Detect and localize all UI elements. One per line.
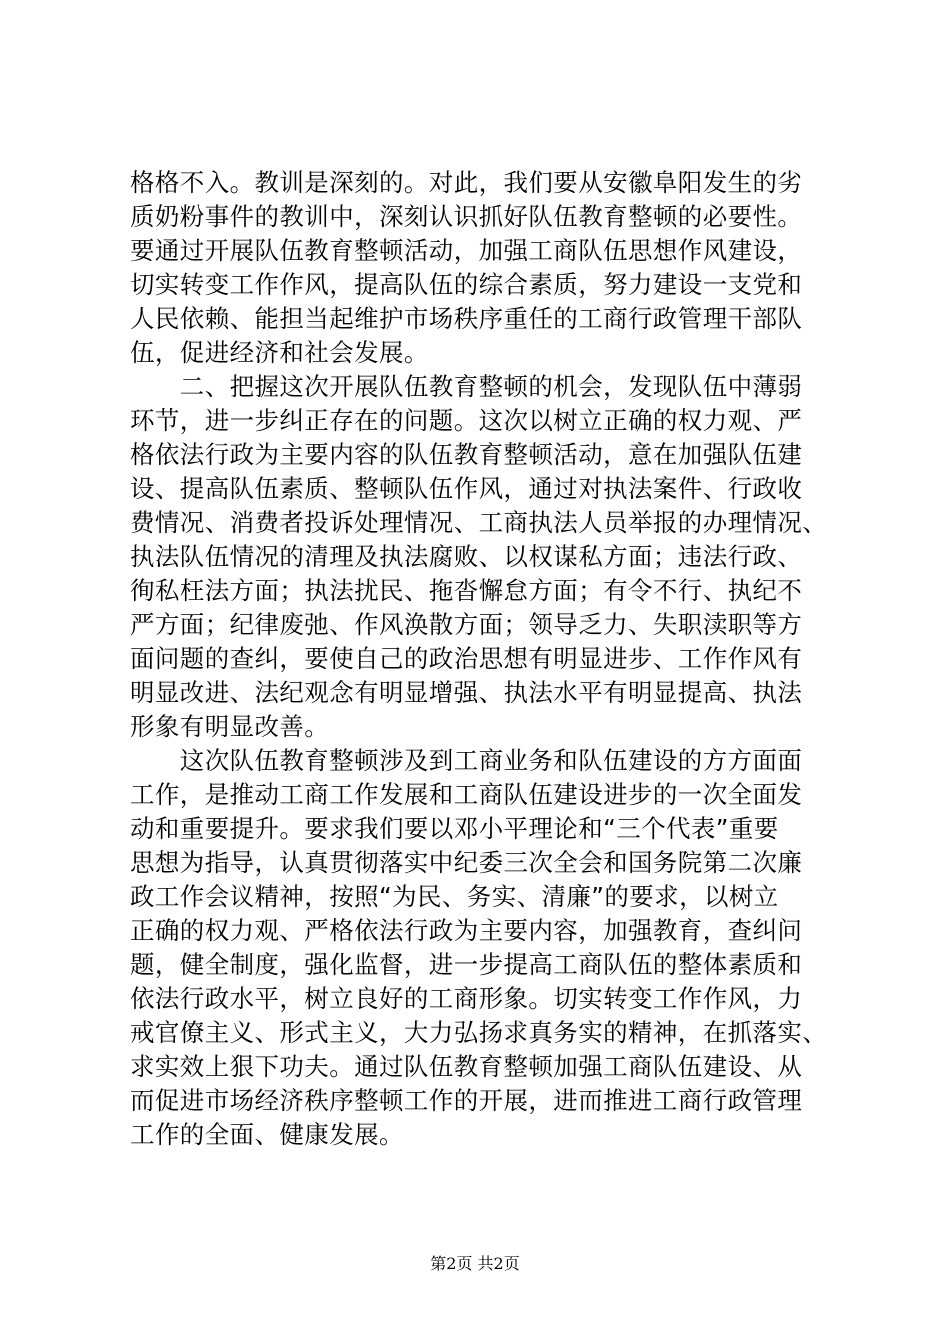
text-line: 这次队伍教育整顿涉及到工商业务和队伍建设的方方面面 bbox=[130, 746, 803, 775]
text-line: 执法队伍情况的清理及执法腐败、以权谋私方面；违法行政、 bbox=[130, 542, 803, 571]
text-line: 思想为指导，认真贯彻落实中纪委三次全会和国务院第二次廉 bbox=[130, 848, 803, 877]
text-line: 要通过开展队伍教育整顿活动，加强工商队伍思想作风建设， bbox=[130, 236, 803, 265]
text-line: 形象有明显改善。 bbox=[130, 712, 330, 741]
text-line: 面问题的查纠，要使自己的政治思想有明显进步、工作作风有 bbox=[130, 644, 803, 673]
text-line: 环节，进一步纠正存在的问题。这次以树立正确的权力观、严 bbox=[130, 406, 803, 435]
text-line: 格依法行政为主要内容的队伍教育整顿活动，意在加强队伍建 bbox=[130, 440, 803, 469]
text-line: 政工作会议精神，按照“为民、务实、清廉”的要求，以树立 bbox=[130, 882, 779, 911]
text-line: 格格不入。教训是深刻的。对此，我们要从安徽阜阳发生的劣 bbox=[130, 168, 803, 197]
text-line: 工作，是推动工商工作发展和工商队伍建设进步的一次全面发 bbox=[130, 780, 803, 809]
text-line: 质奶粉事件的教训中，深刻认识抓好队伍教育整顿的必要性。 bbox=[130, 202, 803, 231]
document-body bbox=[130, 166, 830, 1152]
text-line: 费情况、消费者投诉处理情况、工商执法人员举报的办理情况、 bbox=[130, 508, 828, 537]
text-line: 求实效上狠下功夫。通过队伍教育整顿加强工商队伍建设、从 bbox=[130, 1052, 803, 1081]
text-line: 切实转变工作作风，提高队伍的综合素质，努力建设一支党和 bbox=[130, 270, 803, 299]
text-line: 依法行政水平，树立良好的工商形象。切实转变工作作风，力 bbox=[130, 984, 803, 1013]
text-line: 设、提高队伍素质、整顿队伍作风，通过对执法案件、行政收 bbox=[130, 474, 803, 503]
text-line: 明显改进、法纪观念有明显增强、执法水平有明显提高、执法 bbox=[130, 678, 803, 707]
text-line: 题，健全制度，强化监督，进一步提高工商队伍的整体素质和 bbox=[130, 950, 803, 979]
text-line: 伍，促进经济和社会发展。 bbox=[130, 338, 429, 367]
text-line: 徇私枉法方面；执法扰民、拖沓懈怠方面；有令不行、执纪不 bbox=[130, 576, 803, 605]
page-footer: 第2页 共2页 bbox=[430, 1254, 520, 1273]
text-line: 而促进市场经济秩序整顿工作的开展，进而推进工商行政管理 bbox=[130, 1086, 803, 1115]
text-line: 二、把握这次开展队伍教育整顿的机会，发现队伍中薄弱 bbox=[130, 372, 803, 401]
text-line: 人民依赖、能担当起维护市场秩序重任的工商行政管理干部队 bbox=[130, 304, 803, 333]
text-line: 正确的权力观、严格依法行政为主要内容，加强教育，查纠问 bbox=[130, 916, 803, 945]
text-line: 严方面；纪律废弛、作风涣散方面；领导乏力、失职渎职等方 bbox=[130, 610, 803, 639]
text-line: 动和重要提升。要求我们要以邓小平理论和“三个代表”重要 bbox=[130, 814, 779, 843]
text-line: 工作的全面、健康发展。 bbox=[130, 1120, 404, 1149]
text-line: 戒官僚主义、形式主义，大力弘扬求真务实的精神，在抓落实、 bbox=[130, 1018, 828, 1047]
